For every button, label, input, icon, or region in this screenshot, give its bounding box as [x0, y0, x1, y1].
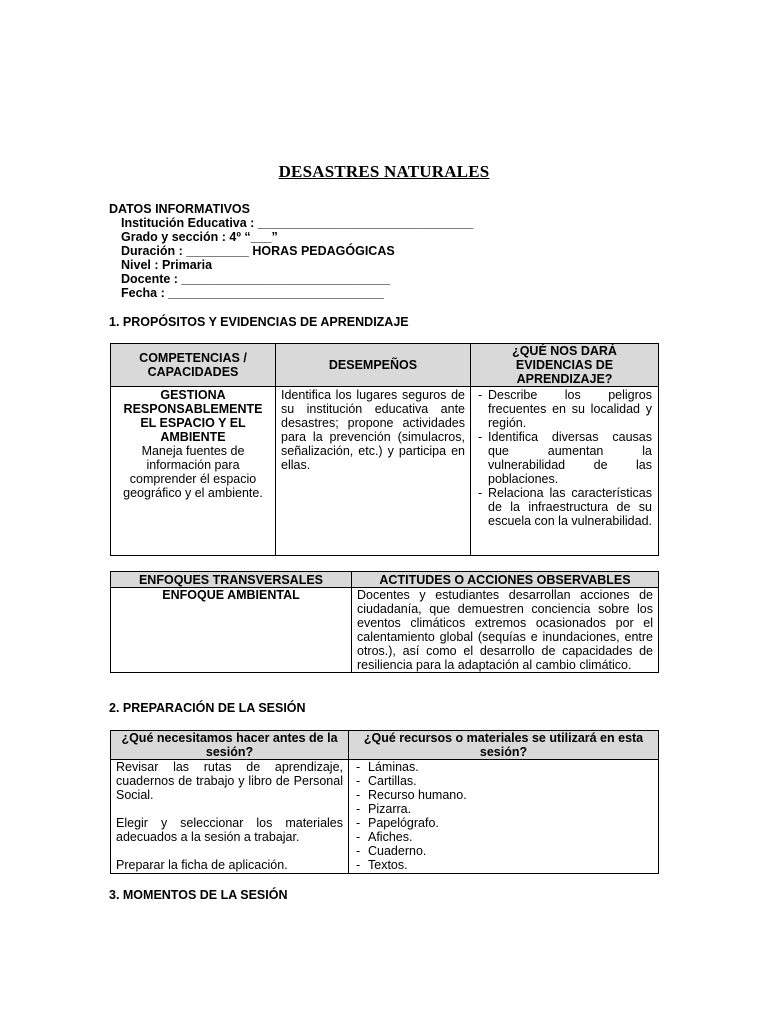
propositos-table [110, 343, 659, 556]
recurso-item: - Textos. [354, 858, 653, 872]
datos-informativos [109, 202, 473, 300]
recurso-item: - Cuaderno. [354, 844, 653, 858]
enfoque-ambiental: ENFOQUE AMBIENTAL [111, 588, 352, 673]
preparacion-table [110, 730, 659, 874]
header-evidencias: ¿QUÉ NOS DARÁ EVIDENCIAS DE APRENDIZAJE? [471, 344, 659, 387]
antes-cell [111, 760, 349, 874]
evidencia-item: - Describe los peligros frecuentes en su localidad y región. [476, 388, 652, 430]
header-desempenos: DESEMPEÑOS [276, 344, 471, 387]
evidencia-item: - Identifica diversas causas que aumentan la vulnerabilidad de las poblaciones. [476, 430, 652, 486]
evidencia-item: - Relaciona las características de la infraestructura de su escuela con la vulnerabilidad. [476, 486, 652, 528]
datos-grado: Grado y sección : 4º “___” [121, 230, 278, 244]
antes-item: Revisar las rutas de aprendizaje, cuadernos de trabajo y libro de Personal Social. [116, 760, 343, 802]
recurso-item: - Láminas. [354, 760, 653, 774]
header-recursos: ¿Qué recursos o materiales se utilizará en esta sesión? [349, 731, 659, 760]
section1-heading: 1. PROPÓSITOS Y EVIDENCIAS DE APRENDIZAJE [109, 315, 409, 329]
recurso-item: - Recurso humano. [354, 788, 653, 802]
evidencias-cell [471, 387, 659, 556]
competencia-title: GESTIONA RESPONSABLEMENTE EL ESPACIO Y EL AMBIENTE [123, 388, 263, 444]
recurso-item: - Papelógrafo. [354, 816, 653, 830]
recurso-item: - Pizarra. [354, 802, 653, 816]
document-title: DESASTRES NATURALES [278, 162, 490, 181]
desempeno-cell: Identifica los lugares seguros de su institución educativa ante desastres; propone actividades para la prevención (simulacros, señalización, etc.) y participa en ellas. [276, 387, 471, 556]
recurso-item: - Afiches. [354, 830, 653, 844]
competencia-text: Maneja fuentes de información para comprender él espacio geográfico y el ambiente. [123, 444, 263, 500]
recursos-cell [349, 760, 659, 874]
header-actitudes: ACTITUDES O ACCIONES OBSERVABLES [352, 572, 659, 588]
recurso-item: - Cartillas. [354, 774, 653, 788]
header-enfoques: ENFOQUES TRANSVERSALES [111, 572, 352, 588]
actitudes-text: Docentes y estudiantes desarrollan acciones de ciudadanía, que demuestren conciencia sobre los eventos climáticos extremos ocasionados por el calentamiento global (sequías e inundaciones, entre otros.), así como el desarrollo de capacidades de resiliencia para la adaptación al cambio climático. [352, 588, 659, 673]
datos-duracion: Duración : _________ HORAS PEDAGÓGICAS [121, 244, 395, 258]
datos-nivel: Nivel : Primaria [121, 258, 213, 272]
header-antes: ¿Qué necesitamos hacer antes de la sesión? [111, 731, 349, 760]
datos-docente: Docente : ______________________________ [121, 272, 390, 286]
datos-heading: DATOS INFORMATIVOS [109, 202, 250, 216]
section3-heading: 3. MOMENTOS DE LA SESIÓN [109, 888, 288, 902]
section2-heading: 2. PREPARACIÓN DE LA SESIÓN [109, 701, 306, 715]
datos-institucion: Institución Educativa : _______________________________ [121, 216, 474, 230]
antes-item: Preparar la ficha de aplicación. [116, 858, 288, 872]
enfoques-table [110, 571, 659, 673]
header-competencias: COMPETENCIAS / CAPACIDADES [111, 344, 276, 387]
datos-fecha: Fecha : _______________________________ [121, 286, 384, 300]
antes-item: Elegir y seleccionar los materiales adecuados a la sesión a trabajar. [116, 816, 343, 844]
competencia-cell [111, 387, 276, 556]
